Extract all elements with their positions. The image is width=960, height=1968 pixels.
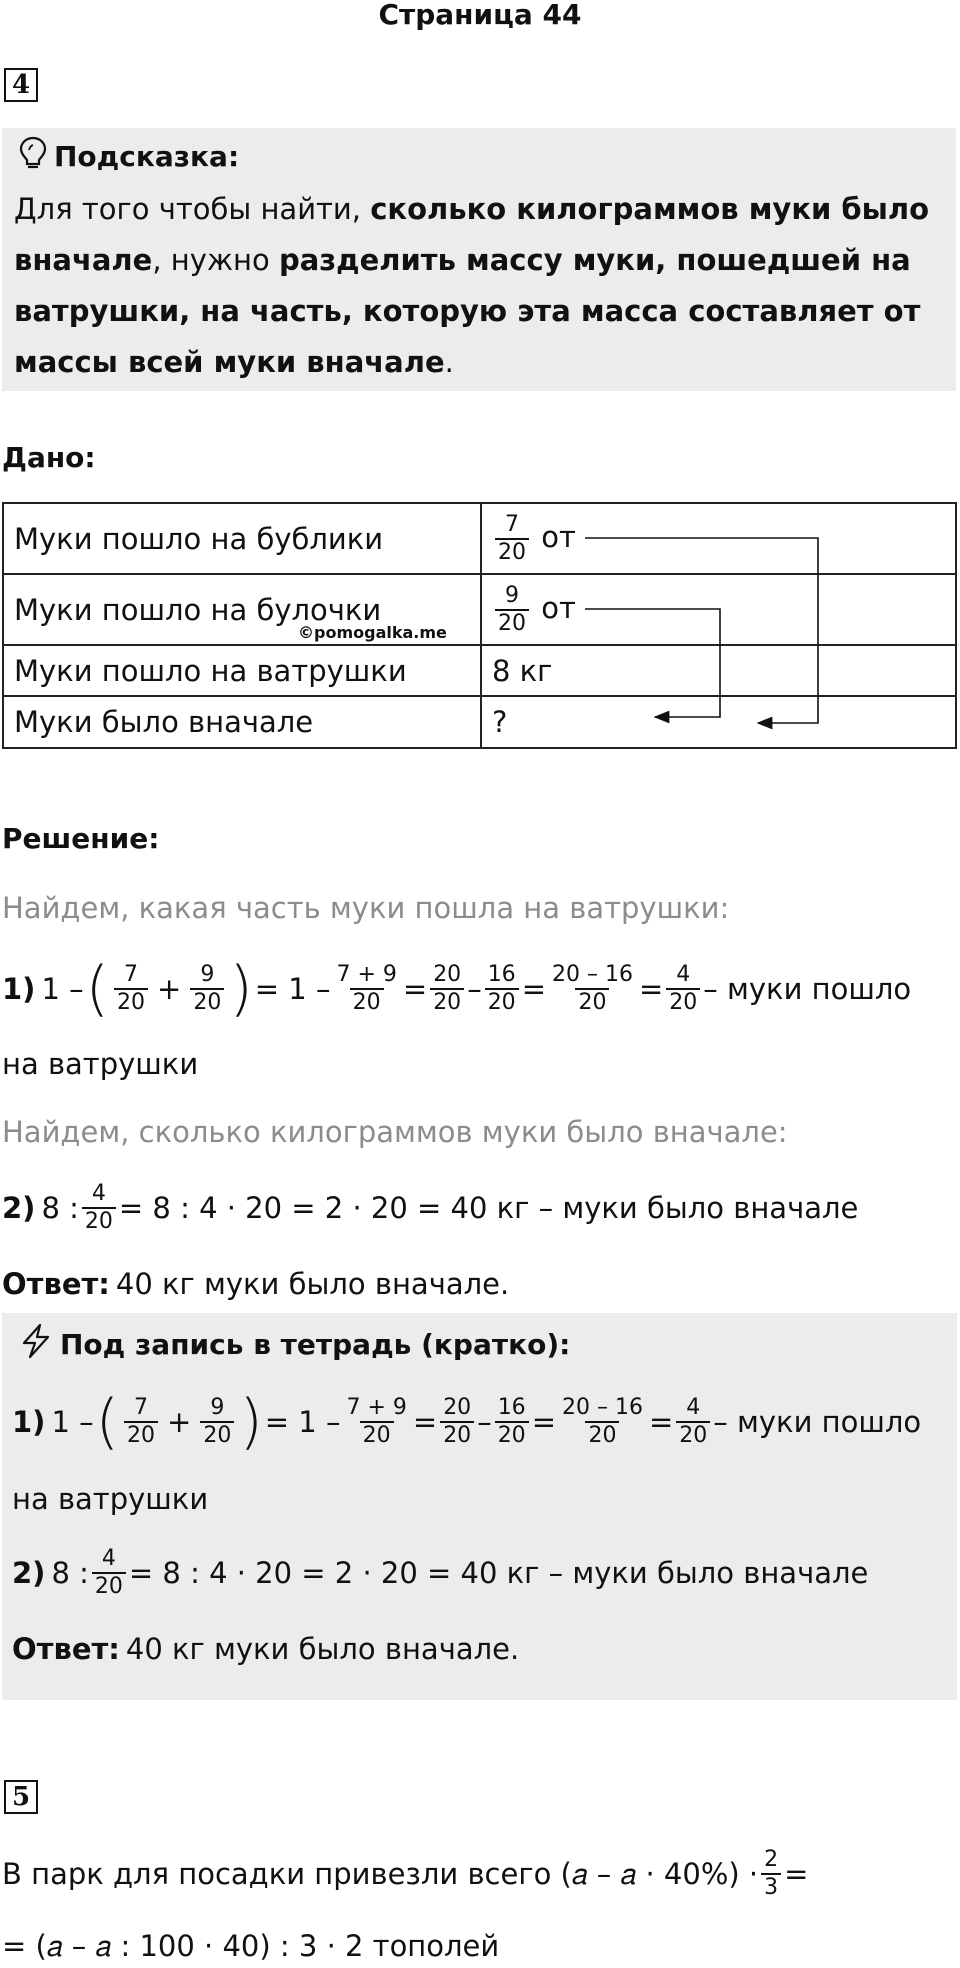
fraction-numerator: 9 bbox=[210, 1395, 225, 1420]
fraction bbox=[114, 962, 148, 1016]
formula-text: = 8 : 4 · 20 = 2 · 20 = 40 кг – муки было вначале bbox=[128, 1556, 869, 1590]
lightning-icon bbox=[18, 1323, 54, 1366]
table-cell-label: Муки пошло на ватрушки bbox=[3, 645, 481, 696]
given-label: Дано: bbox=[2, 441, 96, 474]
fraction-denominator: 20 bbox=[360, 1421, 394, 1449]
fraction-denominator: 20 bbox=[92, 1572, 126, 1600]
table-cell-value: ? bbox=[481, 696, 956, 748]
step1-formula bbox=[2, 954, 912, 1024]
fraction-denominator: 20 bbox=[114, 988, 148, 1016]
fraction bbox=[666, 962, 700, 1016]
fraction-denominator: 20 bbox=[676, 1421, 710, 1449]
table-cell-label: Муки было вначале bbox=[3, 696, 481, 748]
step2-formula bbox=[2, 1180, 858, 1236]
paren-open: ( bbox=[85, 954, 110, 1024]
given-arrows bbox=[0, 0, 960, 760]
fraction bbox=[549, 962, 636, 1016]
fraction-numerator: 20 – 16 bbox=[552, 962, 633, 987]
paren-close: ) bbox=[239, 1387, 263, 1457]
answer-label: Ответ: bbox=[12, 1632, 120, 1666]
brief-step1-continuation: на ватрушки bbox=[12, 1482, 209, 1516]
formula-text: 8 : bbox=[41, 1191, 79, 1225]
step-number: 1) bbox=[2, 972, 36, 1006]
fraction bbox=[333, 962, 399, 1016]
step1-intro: Найдем, какая часть муки пошла на ватрушки: bbox=[2, 891, 730, 925]
formula-text: = 8 : 4 · 20 = 2 · 20 = 40 кг – муки было вначале bbox=[118, 1191, 859, 1225]
fraction-denominator: 20 bbox=[585, 1421, 619, 1449]
table-cell-label: Муки пошло на бублики bbox=[3, 503, 481, 574]
fraction-numerator: 9 bbox=[200, 962, 215, 987]
fraction-denominator: 20 bbox=[82, 1207, 116, 1235]
formula-operator: = bbox=[521, 972, 546, 1006]
hint-text-bold: разделить массу муки, пошедшей на ватрушки, на часть, которую эта масса составляет от массы всей муки вначале bbox=[14, 243, 921, 379]
formula-text: – муки пошло bbox=[713, 1405, 922, 1439]
formula-operator: = bbox=[412, 1405, 438, 1439]
brief-step2-formula bbox=[12, 1545, 868, 1601]
task-number-4: 4 bbox=[4, 68, 38, 102]
paren-open: ( bbox=[95, 1387, 120, 1457]
brief-box bbox=[2, 1313, 957, 1700]
fraction bbox=[343, 1395, 409, 1449]
answer-label: Ответ: bbox=[2, 1267, 110, 1301]
task5-line1 bbox=[2, 1846, 808, 1902]
formula-operator: – bbox=[477, 1405, 492, 1439]
formula-text: 1 – bbox=[41, 972, 84, 1006]
answer bbox=[2, 1262, 509, 1306]
fraction-numerator: 20 – 16 bbox=[562, 1395, 643, 1420]
answer-text: 40 кг муки было вначале. bbox=[125, 1632, 520, 1666]
fraction bbox=[761, 1847, 781, 1901]
table-cell-label: Муки пошло на булочки bbox=[3, 574, 481, 645]
fraction-numerator: 7 bbox=[124, 962, 139, 987]
fraction-denominator: 20 bbox=[495, 538, 529, 566]
fraction bbox=[676, 1395, 710, 1449]
fraction-numerator: 7 + 9 bbox=[336, 962, 397, 987]
fraction-denominator: 20 bbox=[575, 988, 609, 1016]
formula-operator: = bbox=[402, 972, 428, 1006]
fraction-denominator: 20 bbox=[124, 1421, 158, 1449]
fraction bbox=[495, 1395, 529, 1449]
fraction bbox=[200, 1395, 234, 1449]
fraction-denominator: 20 bbox=[440, 1421, 474, 1449]
fraction-numerator: 4 bbox=[686, 1395, 701, 1420]
fraction-denominator: 20 bbox=[485, 988, 519, 1016]
formula-text: = 1 – bbox=[254, 972, 331, 1006]
formula-text: 1 – bbox=[51, 1405, 94, 1439]
formula-text: 8 : bbox=[51, 1556, 89, 1590]
fraction-denominator: 20 bbox=[200, 1421, 234, 1449]
watermark: ©pomogalka.me bbox=[298, 623, 447, 642]
page-title: Страница 44 bbox=[378, 0, 582, 31]
formula-text: = 1 – bbox=[264, 1405, 341, 1439]
formula-operator: + bbox=[167, 1405, 192, 1439]
step1-continuation: на ватрушки bbox=[2, 1047, 199, 1081]
hint-title: Подсказка: bbox=[54, 139, 240, 173]
fraction-numerator: 2 bbox=[764, 1847, 779, 1872]
answer-text: 40 кг муки было вначале. bbox=[115, 1267, 510, 1301]
fraction-denominator: 20 bbox=[190, 988, 224, 1016]
fraction-numerator: 9 bbox=[505, 582, 519, 608]
fraction-numerator: 16 bbox=[497, 1395, 526, 1420]
brief-header bbox=[18, 1323, 570, 1365]
hint-text-part: , нужно bbox=[152, 243, 279, 277]
formula-operator: = bbox=[638, 972, 664, 1006]
fraction bbox=[124, 1395, 158, 1449]
fraction bbox=[485, 962, 519, 1016]
step-number: 2) bbox=[12, 1556, 46, 1590]
task5-text: = bbox=[784, 1857, 809, 1891]
formula-operator: + bbox=[157, 972, 182, 1006]
formula-operator: = bbox=[648, 1405, 674, 1439]
formula-operator: – bbox=[467, 972, 482, 1006]
brief-answer bbox=[12, 1627, 519, 1671]
fraction-denominator: 3 bbox=[761, 1873, 781, 1901]
fraction-numerator: 4 bbox=[101, 1546, 116, 1571]
fraction bbox=[440, 1395, 474, 1449]
step-number: 2) bbox=[2, 1191, 36, 1225]
fraction-denominator: 20 bbox=[350, 988, 384, 1016]
arrow-bulochki bbox=[585, 609, 720, 717]
fraction-numerator: 4 bbox=[676, 962, 691, 987]
paren-close: ) bbox=[229, 954, 253, 1024]
cell-suffix: от bbox=[541, 590, 576, 625]
step2-intro: Найдем, сколько килограммов муки было вначале: bbox=[2, 1115, 788, 1149]
task5-text: В парк для посадки привезли всего (𝑎 – 𝑎 · 40%) · bbox=[2, 1857, 759, 1891]
fraction-numerator: 20 bbox=[443, 1395, 472, 1420]
hint-text-part: . bbox=[444, 345, 454, 379]
task-number-5: 5 bbox=[4, 1780, 38, 1814]
fraction bbox=[559, 1395, 646, 1449]
formula-text: – муки пошло bbox=[703, 972, 912, 1006]
fraction-numerator: 20 bbox=[433, 962, 462, 987]
fraction bbox=[190, 962, 224, 1016]
fraction bbox=[430, 962, 464, 1016]
cell-suffix: от bbox=[541, 519, 576, 554]
fraction-numerator: 7 + 9 bbox=[346, 1395, 407, 1420]
fraction bbox=[92, 1546, 126, 1600]
task5-line2: = (𝑎 – 𝑎 : 100 · 40) : 3 · 2 тополей bbox=[2, 1929, 500, 1963]
formula-operator: = bbox=[531, 1405, 556, 1439]
table-cell-value: 8 кг bbox=[481, 645, 956, 696]
fraction-denominator: 20 bbox=[430, 988, 464, 1016]
brief-title: Под запись в тетрадь (кратко): bbox=[60, 1327, 571, 1361]
fraction-denominator: 20 bbox=[666, 988, 700, 1016]
fraction-numerator: 16 bbox=[487, 962, 516, 987]
arrow-bubliki bbox=[585, 538, 818, 723]
fraction-numerator: 7 bbox=[505, 511, 519, 537]
hint-text-part: Для того чтобы найти, bbox=[14, 192, 371, 226]
fraction-denominator: 20 bbox=[495, 1421, 529, 1449]
brief-step1-formula bbox=[12, 1387, 922, 1457]
step-number: 1) bbox=[12, 1405, 46, 1439]
hint-text-bold: сколько килограммов муки было вначале bbox=[14, 192, 930, 277]
fraction-numerator: 7 bbox=[134, 1395, 149, 1420]
solution-label: Решение: bbox=[2, 822, 160, 855]
fraction-numerator: 4 bbox=[91, 1181, 106, 1206]
fraction bbox=[82, 1181, 116, 1235]
fraction-denominator: 20 bbox=[495, 609, 529, 637]
